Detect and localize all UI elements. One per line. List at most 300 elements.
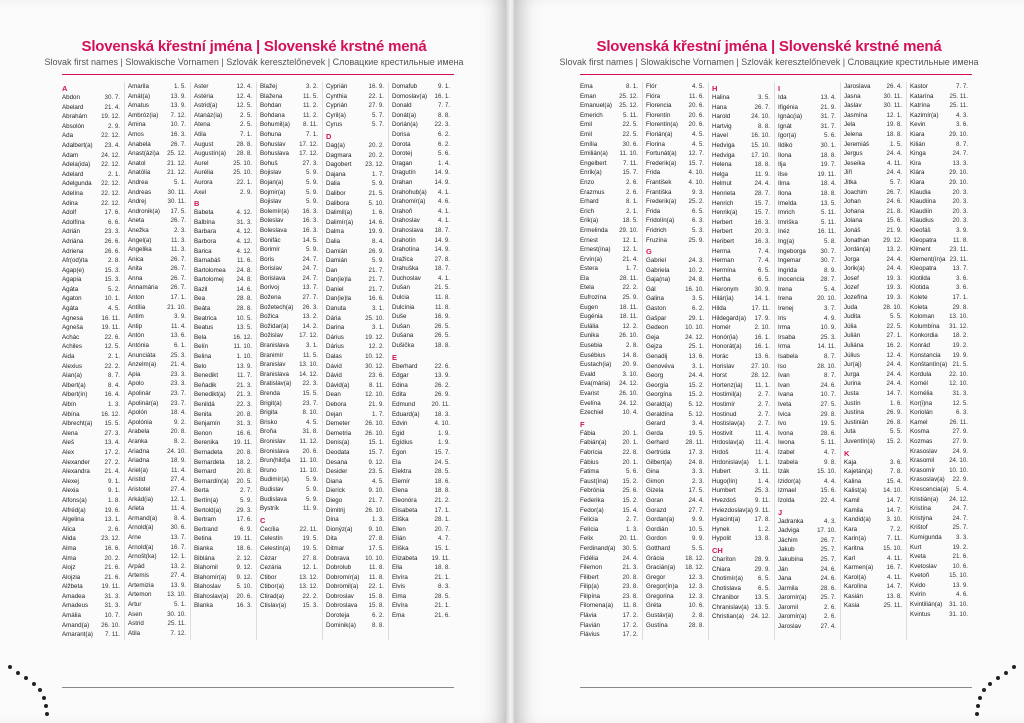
name-entry <box>194 256 252 266</box>
name-day-date: 15. 7. <box>754 199 770 207</box>
name-entry <box>194 410 252 420</box>
name-text: Edmund <box>392 401 416 408</box>
name-text: Dorisa <box>392 130 410 138</box>
name-day-date: 21. 9. <box>368 401 384 408</box>
name-text: Jarmila <box>778 584 798 592</box>
name-text: Kosma <box>910 428 930 436</box>
name-text: Beatrica <box>194 314 217 322</box>
name-text: Alma <box>62 544 77 552</box>
name-entry <box>646 390 704 400</box>
name-day-date: 4. 11. <box>886 573 902 581</box>
name-day-date: 1. 3. <box>107 401 120 408</box>
name-entry <box>392 506 450 516</box>
name-entry <box>194 601 252 611</box>
name-day-date: 5. 1. <box>173 601 186 609</box>
name-day-date: 24. 12. <box>101 151 120 159</box>
name-text: Apolón <box>128 409 148 417</box>
name-entry <box>778 294 836 304</box>
name-day-date: 1. 7. <box>371 170 384 178</box>
name-entry <box>392 303 450 313</box>
name-entry <box>580 621 638 631</box>
name-entry <box>392 534 450 544</box>
name-text: Fábia <box>580 429 596 437</box>
name-text: Ivica <box>778 410 791 418</box>
name-day-date: 12. 2. <box>368 343 384 351</box>
name-text: Imriška <box>778 218 798 226</box>
name-day-date: 1. 7. <box>371 410 384 418</box>
name-text: Evelína <box>580 399 601 407</box>
name-day-date: 11. 8. <box>952 236 968 244</box>
name-text: Fabián(a) <box>580 439 607 447</box>
name-text: Eugen <box>580 303 598 311</box>
name-entry <box>62 419 120 429</box>
name-text: Kolumbína <box>910 322 940 330</box>
name-day-date: 15. 4. <box>622 506 638 514</box>
name-entry <box>580 264 638 274</box>
name-day-date: 31. 10. <box>949 601 968 609</box>
name-day-date: 18. 2. <box>952 332 968 340</box>
name-entry <box>778 131 836 141</box>
name-day-date: 17. 10. <box>817 527 836 535</box>
name-text: Betina <box>194 535 212 543</box>
name-entry <box>194 362 252 372</box>
name-text: Achác <box>62 333 80 341</box>
name-entry <box>778 429 836 439</box>
name-text: Eunika <box>580 332 599 340</box>
name-column <box>388 82 454 640</box>
name-entry <box>844 226 902 236</box>
name-text: Klotida <box>910 284 929 292</box>
name-entry <box>580 438 638 448</box>
name-entry <box>62 630 120 640</box>
name-text: Diana <box>326 477 343 485</box>
name-text: Hostislav(a) <box>712 420 745 428</box>
name-text: Gerald(a) <box>646 401 673 408</box>
name-day-date: 4. 1. <box>437 274 450 282</box>
name-column <box>906 82 972 640</box>
name-day-date: 26. 4. <box>886 83 902 90</box>
name-day-date: 16. 9. <box>434 313 450 321</box>
name-day-date: 15. 1. <box>434 544 450 552</box>
name-day-date: 22. 12. <box>101 161 120 169</box>
name-text: Helga <box>712 170 729 178</box>
name-text: Gregor <box>646 573 666 581</box>
name-text: Izolda <box>778 496 795 504</box>
name-text: Klaudiín <box>910 207 933 215</box>
name-text: Dobromil(a) <box>326 583 359 591</box>
name-day-date: 16. 6. <box>236 429 252 437</box>
name-entry <box>910 331 968 341</box>
name-text: Eduard(a) <box>392 410 420 418</box>
name-day-date: 25. 7. <box>820 546 836 554</box>
section-letter: C <box>260 515 266 525</box>
name-text: Atena <box>194 121 211 129</box>
name-day-date: 11. 5. <box>302 351 318 359</box>
name-text: Gál <box>646 285 656 293</box>
name-entry <box>62 323 120 333</box>
name-text: Klaudia <box>910 188 931 196</box>
name-day-date: 26. 2. <box>434 381 450 389</box>
name-day-date: 24. 4. <box>688 496 704 504</box>
name-entry <box>392 130 450 140</box>
name-day-date: 10. 7. <box>104 612 120 620</box>
name-entry <box>580 111 638 121</box>
name-entry <box>62 467 120 477</box>
name-text: Drahotína <box>392 246 420 254</box>
name-entry <box>910 245 968 255</box>
name-day-date: 11. 4. <box>170 505 186 513</box>
name-day-date: 24. 4. <box>886 150 902 158</box>
name-day-date: 13. 8. <box>754 535 770 543</box>
name-text: Karl <box>844 554 856 562</box>
name-text: Iveta <box>778 401 792 408</box>
name-day-date: 13. 7. <box>170 533 186 541</box>
name-text: Aleš <box>62 439 75 447</box>
name-entry <box>194 218 252 228</box>
name-entry <box>62 448 120 458</box>
name-text: Ignát <box>778 122 792 130</box>
name-entry <box>778 112 836 122</box>
name-day-date: 3. 6. <box>889 458 902 466</box>
name-entry <box>128 408 186 418</box>
name-day-date: 9. 11. <box>754 506 770 514</box>
name-column <box>708 82 774 640</box>
name-entry <box>260 274 318 284</box>
name-entry <box>844 140 902 150</box>
name-day-date: 1. 4. <box>757 477 770 485</box>
name-day-date: 5. 5. <box>691 544 704 552</box>
name-entry <box>910 188 968 198</box>
name-entry <box>844 293 902 303</box>
name-text: Anast(ázi)a <box>128 150 160 158</box>
name-text: Božislav <box>260 332 284 340</box>
name-text: Afr(od)íta <box>62 257 88 265</box>
name-entry <box>326 333 384 343</box>
name-day-date: 26. 9. <box>368 247 384 255</box>
name-entry <box>910 216 968 226</box>
name-entry <box>646 554 704 564</box>
name-text: Brenda <box>260 390 280 397</box>
name-day-date: 14. 9. <box>434 236 450 244</box>
name-day-date: 24. 10. <box>751 113 770 121</box>
name-day-date: 11. 10. <box>299 466 318 474</box>
name-text: Adelína <box>62 189 83 197</box>
name-text: Ema <box>580 83 593 90</box>
name-day-date: 13. 12. <box>299 583 318 591</box>
name-entry <box>778 381 836 391</box>
name-text: Jelena <box>844 130 863 138</box>
name-text: Beatus <box>194 324 214 332</box>
name-day-date: 26. 5. <box>434 322 450 330</box>
name-text: Fortunát(a) <box>646 150 677 158</box>
name-text: Jaslav <box>844 102 862 110</box>
name-entry <box>194 563 252 573</box>
name-text: Hermína <box>712 266 736 274</box>
name-entry <box>128 207 186 217</box>
name-text: Gilbert(a) <box>646 458 672 466</box>
name-text: Heribert <box>712 237 735 245</box>
name-text: Koloman <box>910 313 935 321</box>
name-entry <box>62 371 120 381</box>
name-day-date: 11. 2. <box>302 111 318 119</box>
name-entry <box>392 582 450 592</box>
name-entry <box>844 601 902 611</box>
name-text: Klotilda <box>910 274 931 282</box>
name-day-date: 3. 5. <box>757 94 770 101</box>
name-day-date: 11. 10. <box>299 457 318 465</box>
name-entry <box>778 93 836 103</box>
name-entry <box>260 563 318 573</box>
name-entry <box>778 467 836 477</box>
name-entry <box>128 475 186 485</box>
name-day-date: 19. 12. <box>101 113 120 121</box>
name-text: Branislav <box>260 361 286 369</box>
name-entry <box>194 352 252 362</box>
name-day-date: 10. 9. <box>820 324 836 332</box>
name-entry <box>910 562 968 572</box>
name-entry <box>194 573 252 583</box>
name-text: Adelgunda <box>62 180 92 188</box>
name-day-date: 3. 7. <box>823 305 836 313</box>
name-text: Aneta <box>128 217 145 225</box>
name-text: Benedikt <box>194 372 219 380</box>
right-page <box>514 0 1024 723</box>
name-entry <box>844 264 902 274</box>
name-entry <box>646 601 704 611</box>
name-text: Egon <box>392 448 407 456</box>
name-text: Anatol <box>128 159 146 167</box>
name-entry <box>778 419 836 429</box>
name-entry <box>260 159 318 169</box>
name-entry <box>580 448 638 458</box>
name-day-date: 29. 12. <box>883 236 902 244</box>
name-day-date: 6. 6. <box>107 218 120 226</box>
name-entry <box>778 199 836 209</box>
name-entry <box>128 197 186 207</box>
name-day-date: 22. 12. <box>101 132 120 140</box>
name-day-date: 18. 4. <box>820 180 836 188</box>
name-entry <box>62 314 120 324</box>
name-entry <box>778 227 836 237</box>
name-entry <box>194 120 252 130</box>
name-text: Egid <box>392 429 405 437</box>
name-entry <box>712 448 770 458</box>
name-day-date: 3. 6. <box>955 284 968 292</box>
name-day-date: 21. 12. <box>167 159 186 167</box>
name-day-date: 29. 8. <box>820 410 836 418</box>
name-day-date: 3. 10. <box>886 516 902 524</box>
name-entry <box>580 389 638 399</box>
name-text: Arne <box>128 533 142 541</box>
name-day-date: 28. 6. <box>820 429 836 437</box>
name-entry <box>260 236 318 246</box>
name-entry <box>128 619 186 629</box>
name-text: Erazmus <box>580 188 605 196</box>
name-text: Ernest <box>580 236 598 244</box>
name-day-date: 30. 10. <box>167 610 186 618</box>
name-day-date: 11. 4. <box>170 322 186 330</box>
name-text: Arleta <box>128 505 145 513</box>
name-text: Filip(a) <box>580 583 599 591</box>
name-entry <box>392 120 450 130</box>
name-day-date: 29. 10. <box>949 169 968 177</box>
name-day-date: 24. 12. <box>619 399 638 407</box>
section-letter: H <box>712 84 718 93</box>
name-text: Jergus <box>844 150 863 158</box>
name-text: Albrecht(a) <box>62 420 93 428</box>
name-day-date: 2. 5. <box>239 121 252 129</box>
name-entry <box>712 285 770 295</box>
name-entry <box>646 82 704 92</box>
name-entry <box>128 216 186 226</box>
name-text: Angelika <box>128 246 152 254</box>
name-text: Bela <box>194 333 207 341</box>
name-text: Danuta <box>326 305 346 313</box>
name-day-date: 20. 6. <box>688 102 704 110</box>
name-text: Dušana <box>392 332 414 340</box>
name-day-date: 25. 9. <box>688 236 704 244</box>
name-entry <box>194 227 252 237</box>
name-day-date: 22. 2. <box>104 362 120 370</box>
name-entry <box>128 264 186 274</box>
name-day-date: 13. 7. <box>952 265 968 273</box>
name-day-date: 20. 8. <box>236 448 252 456</box>
name-text: Artemon <box>128 591 152 599</box>
name-entry <box>844 563 902 573</box>
name-day-date: 21. 7. <box>368 266 384 274</box>
name-day-date: 20. 1. <box>622 429 638 437</box>
name-day-date: 11. 8. <box>368 564 384 572</box>
name-day-date: 9. 8. <box>823 458 836 466</box>
name-text: Ellen <box>392 525 406 533</box>
name-entry <box>62 342 120 352</box>
name-day-date: 4. 12. <box>236 237 252 245</box>
name-text: Iwona <box>778 439 795 447</box>
name-text: Charíton <box>712 555 736 563</box>
name-day-date: 28. 7. <box>820 276 836 284</box>
name-text: Kamel <box>910 418 928 426</box>
name-text: Hana <box>712 103 727 111</box>
name-text: Elvíra <box>392 602 408 610</box>
name-day-date: 5. 2. <box>107 285 120 293</box>
name-day-date: 17. 10. <box>751 151 770 159</box>
name-text: Abrahám <box>62 113 88 121</box>
name-text: Flavián <box>580 621 600 629</box>
name-text: Felícia <box>580 525 599 533</box>
name-text: Eusebia <box>580 342 603 350</box>
name-text: František <box>646 178 672 186</box>
name-entry <box>580 582 638 592</box>
name-text: Ctibor(a) <box>260 583 285 591</box>
name-day-date: 13. 8. <box>886 592 902 600</box>
name-text: Federika <box>580 496 605 504</box>
name-day-date: 30. 6. <box>170 524 186 532</box>
name-day-date: 11. 4. <box>170 466 186 474</box>
name-entry <box>712 438 770 448</box>
name-column <box>774 82 840 640</box>
name-text: Gimon <box>646 477 665 485</box>
name-day-date: 4. 10. <box>688 178 704 186</box>
name-text: Goran <box>646 496 664 504</box>
name-text: Elián <box>392 535 406 543</box>
name-text: Adela(ida) <box>62 161 91 169</box>
name-day-date: 11. 4. <box>754 448 770 456</box>
name-entry <box>62 256 120 266</box>
name-text: Albert(a) <box>62 381 86 389</box>
name-day-date: 20. 3. <box>754 228 770 236</box>
name-text: Drahomír(a) <box>392 198 426 206</box>
name-text: Dobroslav <box>326 592 354 600</box>
name-entry <box>62 621 120 631</box>
name-day-date: 5. 3. <box>691 226 704 234</box>
name-entry <box>326 429 384 439</box>
name-entry <box>646 467 704 477</box>
name-day-date: 14. 9. <box>434 246 450 254</box>
name-text: Božena <box>260 294 281 302</box>
name-day-date: 6. 2. <box>437 130 450 138</box>
name-text: Flór <box>646 83 657 90</box>
name-day-date: 25. 11. <box>167 620 186 628</box>
name-entry <box>392 236 450 246</box>
name-text: Dalimír(a) <box>326 218 354 226</box>
name-day-date: 20. 6. <box>236 592 252 600</box>
name-entry <box>62 496 120 506</box>
name-day-date: 11. 5. <box>302 92 318 100</box>
name-entry <box>646 188 704 198</box>
name-entry <box>844 408 902 418</box>
name-entry <box>62 103 120 113</box>
name-entry <box>712 141 770 151</box>
name-day-date: 30. 9. <box>754 285 770 293</box>
name-text: Hviezdoslav(a) <box>712 506 753 514</box>
name-entry <box>62 112 120 122</box>
name-day-date: 12. 1. <box>886 111 902 119</box>
name-day-date: 19. 11. <box>233 535 252 543</box>
name-entry <box>194 390 252 400</box>
name-entry <box>392 390 450 400</box>
name-day-date: 10. 6. <box>952 562 968 570</box>
name-day-date: 8. 7. <box>823 372 836 380</box>
left-page <box>0 0 508 723</box>
name-text: Isabela <box>778 353 798 361</box>
name-day-date: 15. 2. <box>688 381 704 389</box>
name-text: Antim <box>128 313 144 321</box>
name-entry <box>194 149 252 159</box>
name-entry <box>194 111 252 121</box>
name-text: Agáta <box>62 285 79 293</box>
name-text: Evald <box>580 370 596 378</box>
name-entry <box>392 438 450 448</box>
name-entry <box>910 514 968 524</box>
name-entry <box>712 131 770 141</box>
name-day-date: 11. 9. <box>302 505 318 513</box>
name-text: Izabela <box>778 458 798 466</box>
name-day-date: 24. 4. <box>622 554 638 562</box>
name-entry <box>910 264 968 274</box>
name-entry <box>778 526 836 536</box>
name-entry <box>910 399 968 409</box>
name-text: Jana <box>778 575 792 583</box>
name-day-date: 4. 12. <box>236 228 252 236</box>
name-entry <box>580 544 638 554</box>
name-entry <box>580 563 638 573</box>
name-day-date: 23. 3. <box>104 228 120 236</box>
name-day-date: 20. 8. <box>170 428 186 436</box>
name-entry <box>712 429 770 439</box>
name-day-date: 23. 7. <box>170 390 186 397</box>
name-text: Hostimír <box>712 401 736 408</box>
name-text: Bratislav(a) <box>260 380 292 388</box>
